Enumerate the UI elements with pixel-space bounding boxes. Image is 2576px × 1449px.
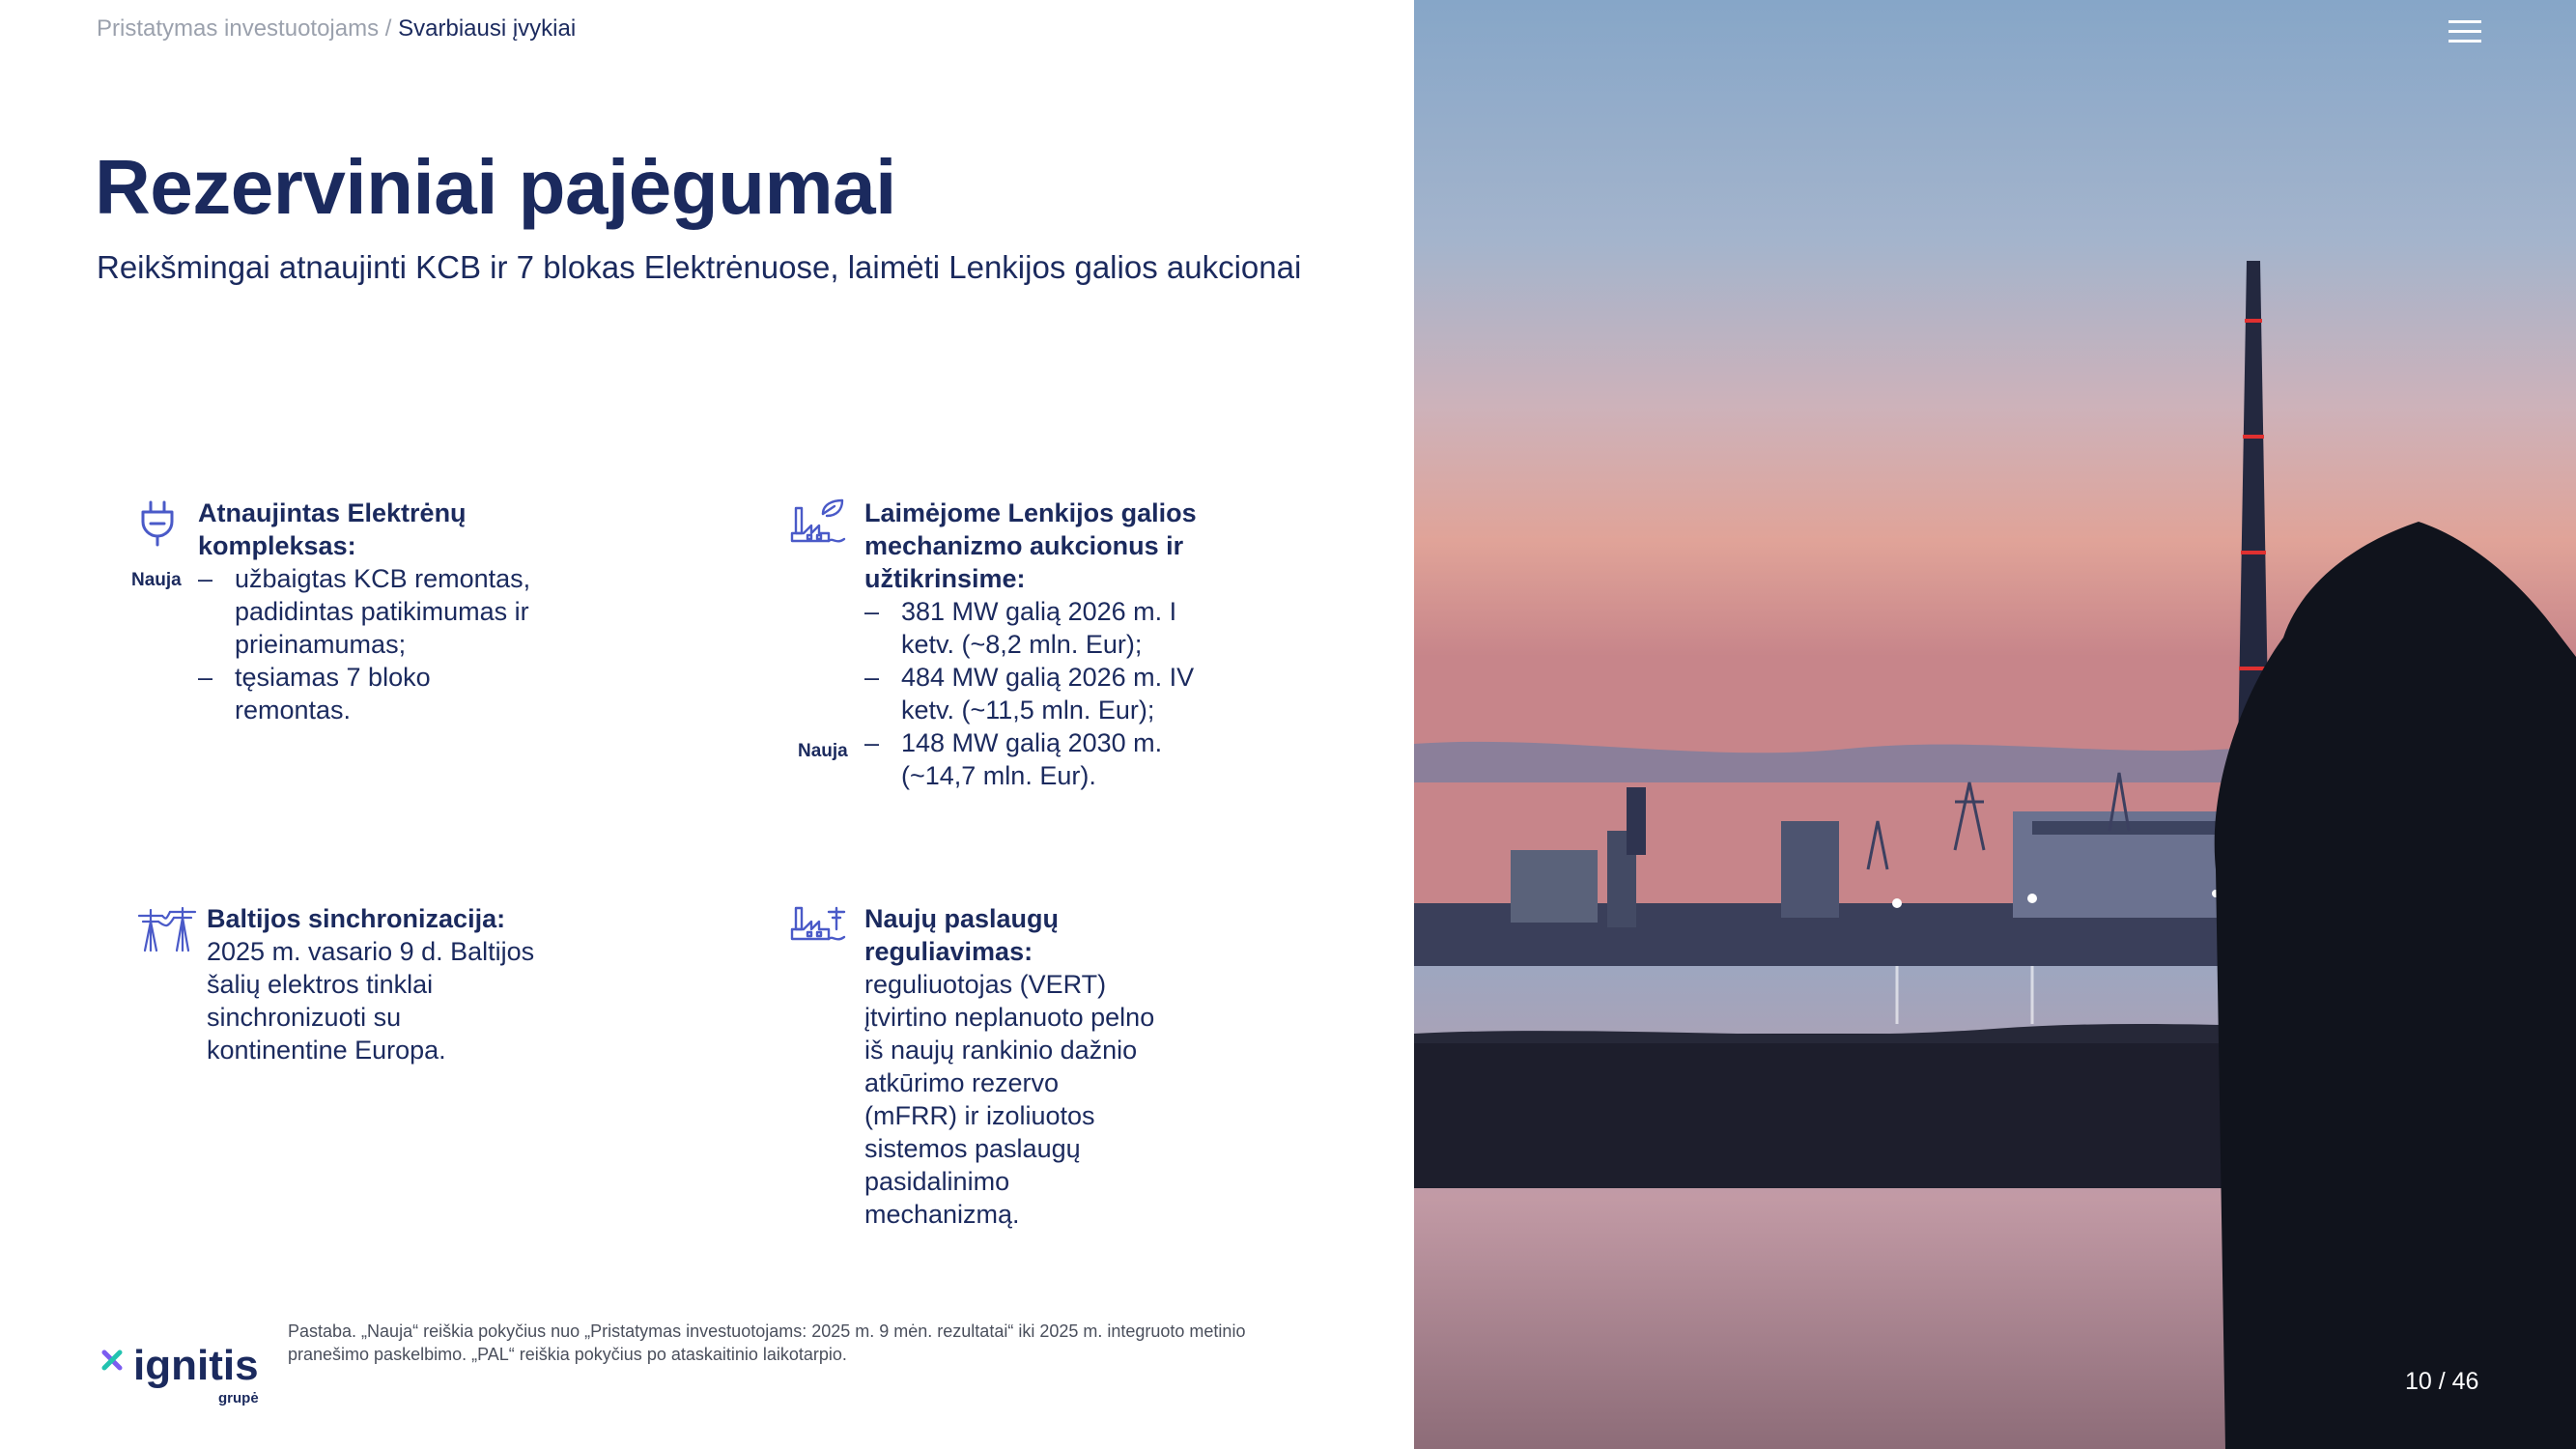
new-badge: Nauja — [131, 570, 182, 590]
heading-line: Atnaujintas Elektrėnų — [198, 498, 467, 527]
block-elektrenai — [198, 497, 604, 726]
power-plant-photo — [1414, 0, 2576, 1449]
bullet-list — [864, 595, 1270, 792]
plug-icon — [139, 500, 176, 547]
block-heading — [198, 497, 604, 562]
menu-icon[interactable] — [2449, 20, 2481, 43]
breadcrumb-separator: / — [379, 15, 399, 42]
block-heading — [864, 497, 1270, 595]
page-title: Rezerviniai pajėgumai — [95, 144, 896, 230]
block-heading: Baltijos sinchronizacija: — [207, 904, 506, 933]
bullet-item — [198, 562, 604, 661]
block-body — [207, 935, 612, 1066]
breadcrumb — [97, 15, 576, 43]
block-body — [864, 968, 1270, 1231]
bullet-list — [198, 562, 604, 726]
bullet-item — [198, 661, 604, 726]
heading-line: reguliavimas: — [864, 937, 1033, 966]
body-line: iš naujų rankinio dažnio — [864, 1036, 1138, 1065]
logo-subtext: grupė — [218, 1390, 259, 1406]
page-counter: 10 / 46 — [2405, 1368, 2479, 1395]
body-line: šalių elektros tinklai — [207, 970, 434, 999]
body-line: pasidalinimo — [864, 1167, 1010, 1196]
footnote — [288, 1320, 1341, 1366]
bullet-line: ketv. (~11,5 mln. Eur); — [901, 696, 1155, 724]
block-heading — [864, 902, 1270, 968]
power-lines-icon — [137, 906, 197, 952]
breadcrumb-parent-link[interactable]: Pristatymas investuotojams — [97, 15, 380, 42]
bullet-line: tęsiamas 7 bloko — [235, 663, 431, 692]
heading-line: Laimėjome Lenkijos galios — [864, 498, 1197, 527]
body-line: įtvirtino neplanuoto pelno — [864, 1003, 1155, 1032]
bullet-line: 148 MW galią 2030 m. — [901, 728, 1163, 757]
bullet-line: prieinamumas; — [235, 630, 407, 659]
body-line: reguliuotojas (VERT) — [864, 970, 1107, 999]
bullet-line: ketv. (~8,2 mln. Eur); — [901, 630, 1143, 659]
body-line: sinchronizuoti su — [207, 1003, 402, 1032]
body-line: kontinentine Europa. — [207, 1036, 446, 1065]
heading-line: užtikrinsime: — [864, 564, 1026, 593]
new-badge: Nauja — [798, 741, 848, 761]
body-line: atkūrimo rezervo — [864, 1068, 1060, 1097]
factory-leaf-icon — [790, 498, 846, 547]
bullet-item — [864, 595, 1270, 661]
body-line: (mFRR) ir izoliuotos — [864, 1101, 1095, 1130]
ignitis-logo — [97, 1343, 263, 1415]
factory-grid-icon — [790, 904, 846, 945]
heading-line: kompleksas: — [198, 531, 356, 560]
bullet-line: užbaigtas KCB remontas, — [235, 564, 531, 593]
block-new-services — [864, 902, 1270, 1231]
page-subtitle: Reikšmingai atnaujinti KCB ir 7 blokas Elektrėnuose, laimėti Lenkijos galios aukcionai — [97, 249, 1302, 285]
bullet-line: (~14,7 mln. Eur). — [901, 761, 1096, 790]
logo-wordmark: ignitis — [133, 1343, 259, 1389]
body-line: sistemos paslaugų — [864, 1134, 1081, 1163]
body-line: 2025 m. vasario 9 d. Baltijos — [207, 937, 535, 966]
heading-line: Naujų paslaugų — [864, 904, 1060, 933]
block-poland-auctions — [864, 497, 1270, 792]
block-baltic-sync — [207, 902, 612, 1066]
bullet-item — [864, 661, 1270, 726]
bullet-line: remontas. — [235, 696, 352, 724]
bullet-line: 381 MW galią 2026 m. I — [901, 597, 1177, 626]
footnote-line: Pastaba. „Nauja“ reiškia pokyčius nuo „Pristatymas investuotojams: 2025 m. 9 mėn. rezultatai“ iki 2025 m. integruoto metinio — [288, 1321, 1246, 1341]
bullet-line: padidintas patikimumas ir — [235, 597, 529, 626]
footnote-line: pranešimo paskelbimo. „PAL“ reiškia pokyčius po ataskaitinio laikotarpio. — [288, 1345, 847, 1364]
breadcrumb-current: Svarbiausi įvykiai — [398, 15, 577, 42]
bullet-line: 484 MW galią 2026 m. IV — [901, 663, 1195, 692]
heading-line: mechanizmo aukcionus ir — [864, 531, 1184, 560]
body-line: mechanizmą. — [864, 1200, 1020, 1229]
bullet-item — [864, 726, 1270, 792]
